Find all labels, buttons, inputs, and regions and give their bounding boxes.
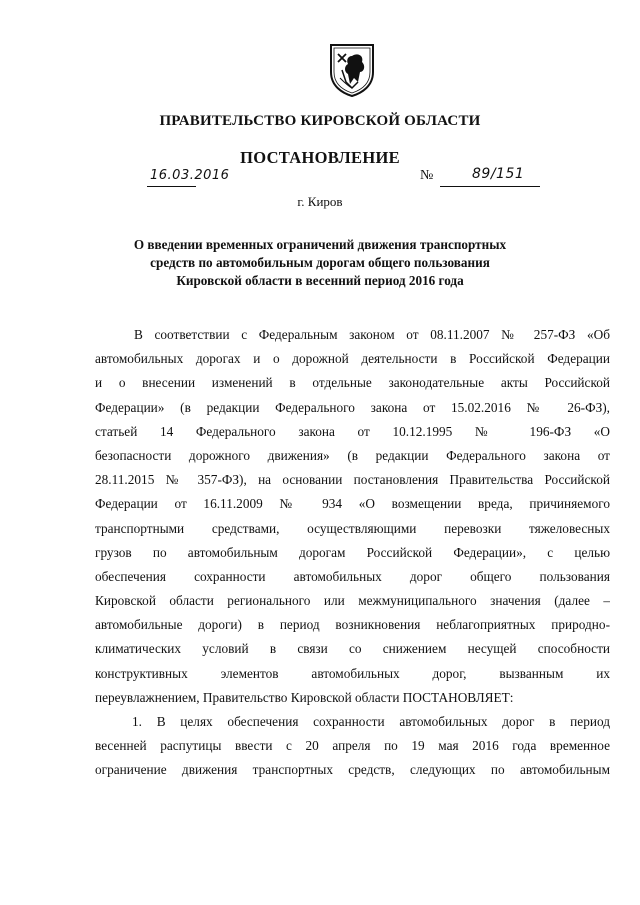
body-line: автомобильные дороги) в период возникновения неблагоприятных природно- — [95, 617, 610, 633]
body-line: и о внесении изменений в отдельные законодательные акты Российской — [95, 375, 610, 391]
number-sign: № — [420, 168, 434, 183]
body-line: 1. В целях обеспечения сохранности автомобильных дорог в период — [132, 714, 610, 729]
document-body — [95, 323, 610, 783]
body-line: климатических условий в связи со снижением несущей способности — [95, 641, 610, 657]
document-subject — [100, 236, 540, 290]
subject-line: О введении временных ограничений движения транспортных — [133, 237, 507, 252]
body-line: обеспечения сохранности автомобильных дорог общего пользования — [95, 568, 610, 584]
number-underline — [440, 186, 540, 187]
document-number: 89/151 — [472, 166, 525, 182]
body-line: ограничение движения транспортных средств, следующих по автомобильным — [95, 762, 610, 778]
body-line: грузов по автомобильным дорогам Российской Федерации», с целью — [95, 544, 610, 560]
coat-of-arms-emblem — [328, 42, 376, 98]
body-line: безопасности дорожного движения» (в редакции Федерального закона от — [95, 447, 610, 463]
body-line: 28.11.2015 № 357-ФЗ), на основании постановления Правительства Российской — [95, 472, 610, 488]
city-label: г. Киров — [297, 194, 343, 209]
document-type: ПОСТАНОВЛЕНИЕ — [240, 148, 400, 167]
body-line: Федерации» (в редакции Федерального закона от 15.02.2016 № 26-ФЗ), — [95, 399, 610, 415]
body-line: транспортными средствами, осуществляющими перевозки тяжеловесных — [95, 520, 610, 536]
body-line: статьей 14 Федерального закона от 10.12.1995 № 196-ФЗ «О — [95, 423, 610, 439]
body-line: Кировской области регионального или межмуниципального значения (далее – — [95, 593, 610, 609]
coat-of-arms-icon — [328, 42, 376, 98]
body-line: автомобильных дорогах и о дорожной деятельности в Российской Федерации — [95, 351, 610, 367]
body-line: конструктивных элементов автомобильных дорог, вызванным их — [95, 665, 610, 681]
body-line: весенней распутицы ввести с 20 апреля по 19 мая 2016 года временное — [95, 738, 610, 754]
body-line: переувлажнением, Правительство Кировской области ПОСТАНОВЛЯЕТ: — [95, 689, 514, 705]
government-title: ПРАВИТЕЛЬСТВО КИРОВСКОЙ ОБЛАСТИ — [159, 113, 481, 129]
date-underline — [147, 186, 196, 187]
body-line: В соответствии с Федеральным законом от 08.11.2007 № 257-ФЗ «Об — [134, 327, 610, 342]
subject-line: Кировской области в весенний период 2016 года — [176, 273, 464, 288]
document-date: 16.03.2016 — [150, 168, 230, 183]
subject-line: средств по автомобильным дорогам общего пользования — [150, 255, 490, 270]
body-line: Федерации от 16.11.2009 № 934 «О возмещении вреда, причиняемого — [95, 496, 610, 512]
